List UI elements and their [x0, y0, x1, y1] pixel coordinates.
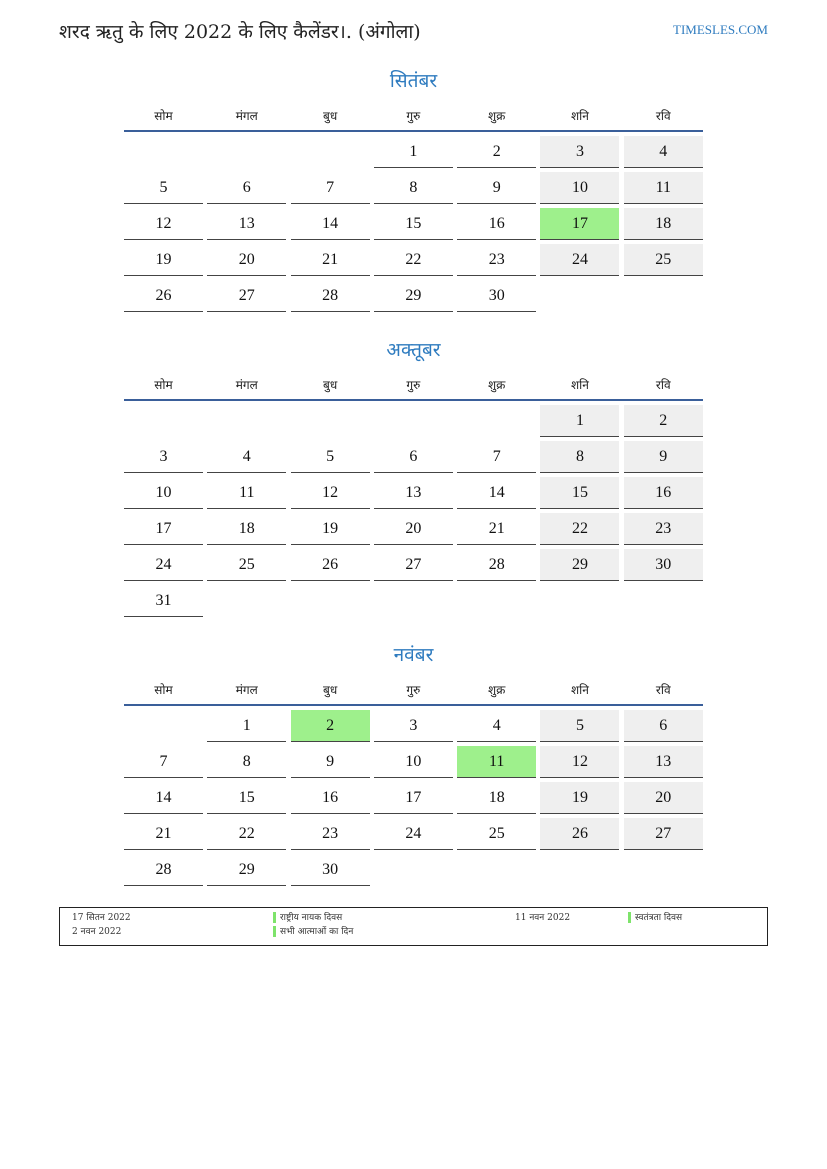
- day-cell: 27: [374, 549, 453, 581]
- day-cell: 17: [374, 782, 453, 814]
- day-cell: 22: [540, 513, 619, 545]
- weekday-header: [124, 100, 703, 132]
- day-cell: 18: [457, 782, 536, 814]
- weekday-label: सोम: [154, 377, 173, 392]
- day-cell: 22: [207, 818, 286, 850]
- holiday-marker: [273, 926, 276, 937]
- day-cell: 20: [624, 782, 703, 814]
- day-cell: 12: [540, 746, 619, 778]
- day-cell: 3: [374, 710, 453, 742]
- empty-cell: [374, 405, 453, 436]
- weekday-header: [124, 674, 703, 706]
- day-cell: 8: [374, 172, 453, 204]
- day-cell: 12: [124, 208, 203, 240]
- weekday-label: मंगल: [235, 108, 258, 123]
- weekday-label: मंगल: [235, 377, 258, 392]
- day-cell: 23: [624, 513, 703, 545]
- day-cell: 10: [540, 172, 619, 204]
- day-cell: 14: [457, 477, 536, 509]
- day-cell: 5: [124, 172, 203, 204]
- empty-cell: [124, 136, 203, 167]
- holiday-day-cell: 17: [540, 208, 619, 240]
- legend-holiday: [628, 912, 682, 925]
- day-cell: 4: [207, 441, 286, 473]
- day-cell: 9: [291, 746, 370, 778]
- holiday-legend: [59, 907, 768, 946]
- day-cell: 30: [624, 549, 703, 581]
- day-cell: 30: [291, 854, 370, 886]
- day-cell: 21: [291, 244, 370, 276]
- day-cell: 1: [540, 405, 619, 437]
- legend-date: 2 नवन 2022: [72, 927, 122, 937]
- day-grid: [124, 405, 703, 617]
- day-cell: 21: [124, 818, 203, 850]
- month-title: नवंबर: [393, 644, 434, 666]
- day-cell: 5: [540, 710, 619, 742]
- day-cell: 8: [207, 746, 286, 778]
- day-cell: 10: [374, 746, 453, 778]
- day-cell: 24: [540, 244, 619, 276]
- weekday-header: [124, 369, 703, 401]
- day-cell: 15: [540, 477, 619, 509]
- weekday-label: शनि: [571, 108, 589, 123]
- day-cell: 13: [374, 477, 453, 509]
- day-grid: [124, 136, 703, 312]
- day-cell: 1: [207, 710, 286, 742]
- month-title: अक्तूबर: [386, 339, 441, 361]
- legend-holiday: [273, 912, 342, 925]
- day-cell: 6: [207, 172, 286, 204]
- day-cell: 4: [624, 136, 703, 168]
- day-cell: 12: [291, 477, 370, 509]
- day-grid: [124, 710, 703, 886]
- weekday-label: गुरु: [406, 108, 421, 123]
- day-cell: 7: [291, 172, 370, 204]
- day-cell: 28: [124, 854, 203, 886]
- site-link[interactable]: TIMESLES.COM: [673, 22, 768, 37]
- month-september: [124, 66, 703, 312]
- day-cell: 22: [374, 244, 453, 276]
- day-cell: 25: [207, 549, 286, 581]
- day-cell: 16: [624, 477, 703, 509]
- weekday-label: शुक्र: [487, 377, 506, 392]
- day-cell: 10: [124, 477, 203, 509]
- day-cell: 26: [540, 818, 619, 850]
- day-cell: 9: [624, 441, 703, 473]
- weekday-label: बुध: [322, 377, 338, 392]
- day-cell: 20: [374, 513, 453, 545]
- day-cell: 11: [207, 477, 286, 509]
- holiday-marker: [628, 912, 631, 923]
- day-cell: 23: [291, 818, 370, 850]
- holiday-day-cell: 2: [291, 710, 370, 742]
- weekday-label: रवि: [655, 377, 671, 392]
- day-cell: 28: [457, 549, 536, 581]
- day-cell: 19: [291, 513, 370, 545]
- day-cell: 19: [540, 782, 619, 814]
- day-cell: 29: [207, 854, 286, 886]
- day-cell: 24: [124, 549, 203, 581]
- day-cell: 1: [374, 136, 453, 168]
- day-cell: 24: [374, 818, 453, 850]
- weekday-label: बुध: [322, 682, 338, 697]
- legend-date: 17 सितन 2022: [72, 913, 131, 923]
- weekday-label: शुक्र: [487, 108, 506, 123]
- day-cell: 18: [207, 513, 286, 545]
- day-cell: 20: [207, 244, 286, 276]
- day-cell: 15: [207, 782, 286, 814]
- empty-cell: [124, 405, 203, 436]
- day-cell: 5: [291, 441, 370, 473]
- day-cell: 7: [124, 746, 203, 778]
- day-cell: 26: [291, 549, 370, 581]
- day-cell: 15: [374, 208, 453, 240]
- legend-holiday-name: सभी आत्माओं का दिन: [280, 927, 354, 937]
- day-cell: 25: [624, 244, 703, 276]
- weekday-label: रवि: [655, 682, 671, 697]
- day-cell: 16: [291, 782, 370, 814]
- month-october: [124, 335, 703, 617]
- weekday-label: शनि: [571, 377, 589, 392]
- day-cell: 3: [540, 136, 619, 168]
- legend-holiday-name: स्वतंत्रता दिवस: [635, 913, 683, 923]
- day-cell: 27: [624, 818, 703, 850]
- weekday-label: मंगल: [235, 682, 258, 697]
- day-cell: 2: [457, 136, 536, 168]
- day-cell: 28: [291, 280, 370, 312]
- day-cell: 17: [124, 513, 203, 545]
- day-cell: 4: [457, 710, 536, 742]
- day-cell: 13: [207, 208, 286, 240]
- weekday-label: रवि: [655, 108, 671, 123]
- day-cell: 25: [457, 818, 536, 850]
- day-cell: 14: [124, 782, 203, 814]
- day-cell: 23: [457, 244, 536, 276]
- day-cell: 19: [124, 244, 203, 276]
- day-cell: 29: [540, 549, 619, 581]
- day-cell: 8: [540, 441, 619, 473]
- day-cell: 16: [457, 208, 536, 240]
- day-cell: 30: [457, 280, 536, 312]
- empty-cell: [291, 405, 370, 436]
- day-cell: 9: [457, 172, 536, 204]
- legend-date: 11 नवन 2022: [515, 913, 571, 923]
- day-cell: 6: [374, 441, 453, 473]
- empty-cell: [207, 136, 286, 167]
- day-cell: 3: [124, 441, 203, 473]
- page-title: शरद ऋतु के लिए 2022 के लिए कैलेंडर।. (अंगोला): [59, 21, 421, 43]
- weekday-label: सोम: [154, 108, 173, 123]
- day-cell: 31: [124, 585, 203, 617]
- day-cell: 2: [624, 405, 703, 437]
- day-cell: 14: [291, 208, 370, 240]
- empty-cell: [291, 136, 370, 167]
- day-cell: 18: [624, 208, 703, 240]
- day-cell: 7: [457, 441, 536, 473]
- weekday-label: सोम: [154, 682, 173, 697]
- weekday-label: बुध: [322, 108, 338, 123]
- weekday-label: गुरु: [406, 682, 421, 697]
- weekday-label: शुक्र: [487, 682, 506, 697]
- month-title: सितंबर: [389, 70, 438, 92]
- day-cell: 29: [374, 280, 453, 312]
- day-cell: 13: [624, 746, 703, 778]
- day-cell: 11: [624, 172, 703, 204]
- month-november: [124, 640, 703, 886]
- legend-holiday-name: राष्ट्रीय नायक दिवस: [280, 913, 343, 923]
- day-cell: 6: [624, 710, 703, 742]
- holiday-marker: [273, 912, 276, 923]
- weekday-label: शनि: [571, 682, 589, 697]
- day-cell: 27: [207, 280, 286, 312]
- day-cell: 26: [124, 280, 203, 312]
- empty-cell: [457, 405, 536, 436]
- day-cell: 21: [457, 513, 536, 545]
- holiday-day-cell: 11: [457, 746, 536, 778]
- legend-holiday: [273, 926, 353, 939]
- weekday-label: गुरु: [406, 377, 421, 392]
- empty-cell: [207, 405, 286, 436]
- empty-cell: [124, 710, 203, 741]
